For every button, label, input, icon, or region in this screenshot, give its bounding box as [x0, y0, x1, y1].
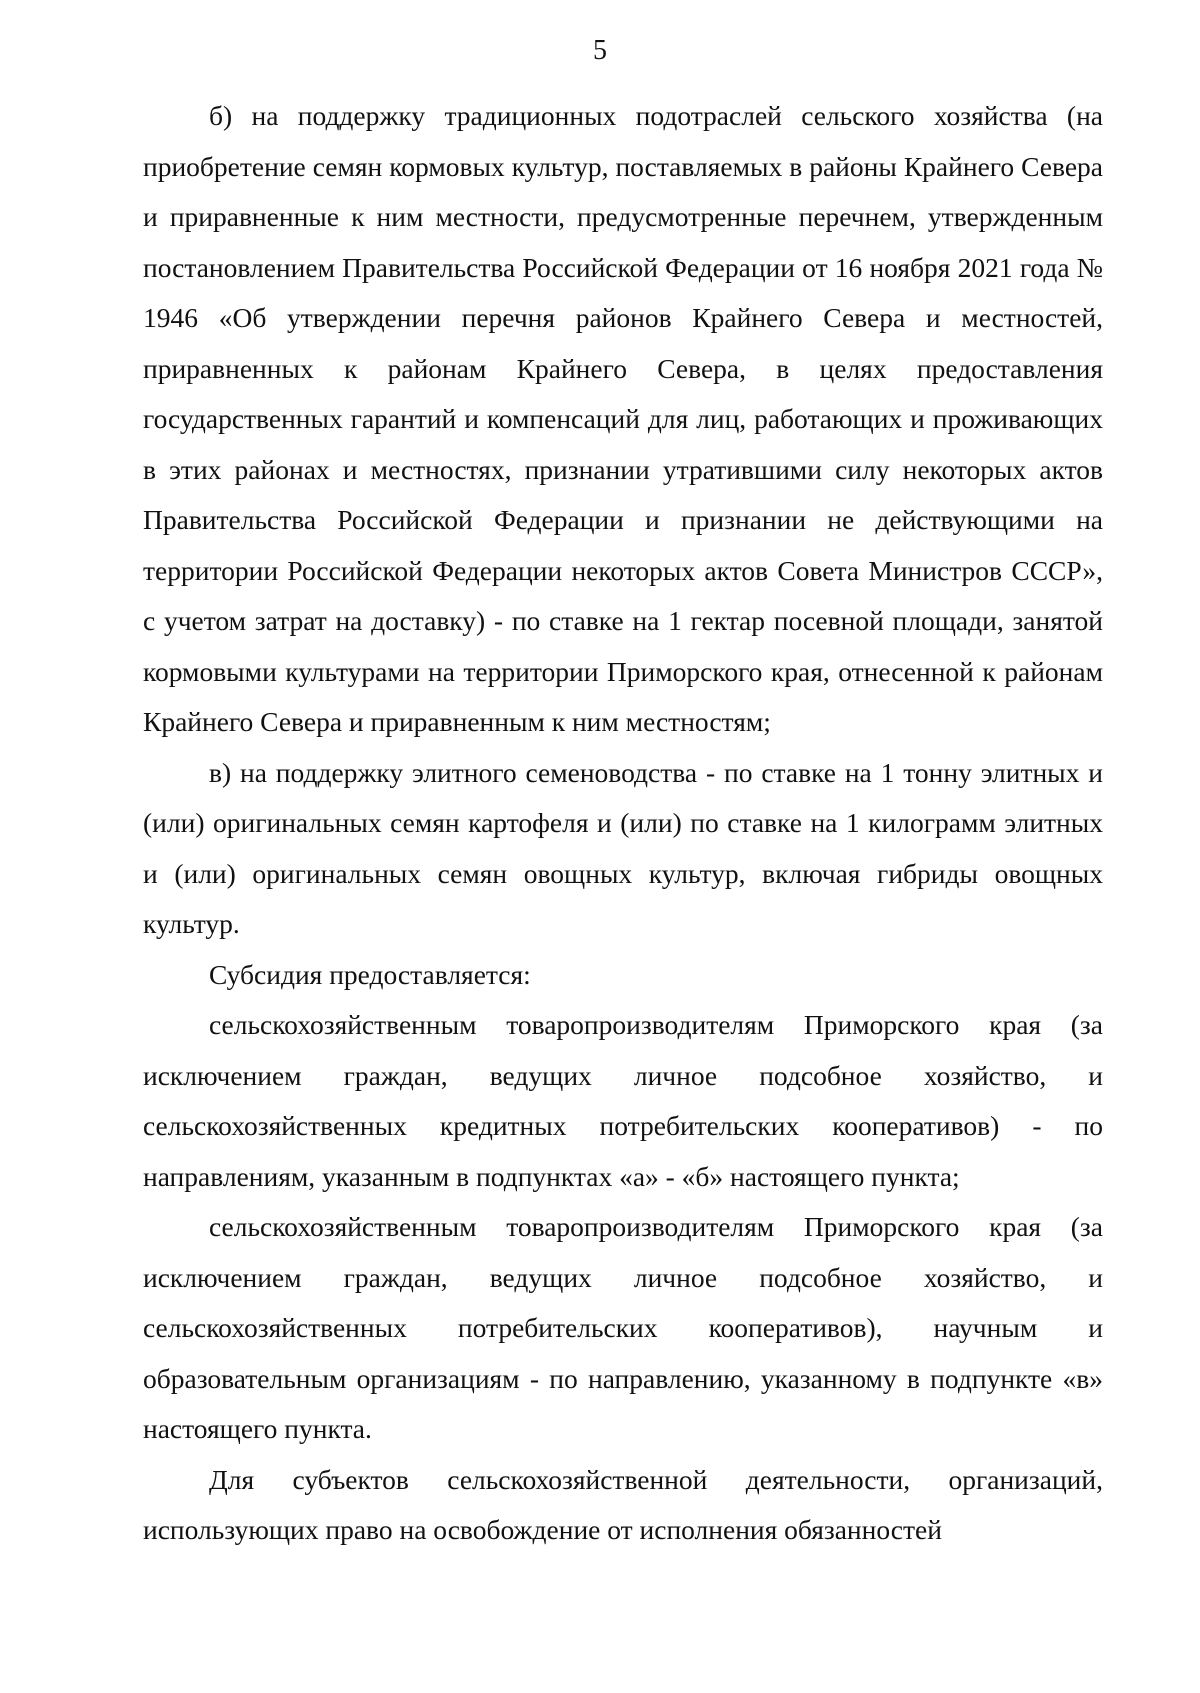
paragraph-recipients-v: сельскохозяйственным товаропроизводителям Приморского края (за исключением граждан, ведущих личное подсобное хозяйство, и сельскохозяйственных потребительских кооперативов), научным и образовательным организациям - по направлению, указанному в подпункте «в» настоящего пункта.	[143, 1211, 1103, 1444]
page-number: 5	[593, 35, 607, 66]
paragraph-subitem-b: б) на поддержку традиционных подотраслей сельского хозяйства (на приобретение семян кормовых культур, поставляемых в районы Крайнего Севера и приравненные к ним местности, предусмотренные перечнем, утвержденным постановлением Правительства Российской Федерации от 16 ноября 2021 года № 1946 «Об утверждении перечня районов Крайнего Севера и местностей, приравненных к районам Крайнего Севера, в целях предоставления государственных гарантий и компенсаций для лиц, работающих и проживающих в этих районах и местностях, признании утратившими силу некоторых актов Правительства Российской Федерации и признании не действующими на территории Российской Федерации некоторых актов Совета Министров СССР», с учетом затрат на доставку) - по ставке на 1 гектар посевной площади, занятой кормовыми культурами на территории Приморского края, отнесенной к районам Крайнего Севера и приравненным к ним местностям;	[143, 100, 1103, 737]
document-body	[143, 91, 1103, 1556]
paragraph-exemption: Для субъектов сельскохозяйственной деятельности, организаций, использующих право на освобождение от исполнения обязанностей	[143, 1463, 1103, 1545]
paragraph-subsidy-intro: Субсидия предоставляется:	[209, 958, 531, 990]
paragraph-subitem-v: в) на поддержку элитного семеноводства - по ставке на 1 тонну элитных и (или) оригинальных семян картофеля и (или) по ставке на 1 килограмм элитных и (или) оригинальных семян овощных культур, включая гибриды овощных культур.	[143, 756, 1103, 939]
paragraph-recipients-a-b: сельскохозяйственным товаропроизводителям Приморского края (за исключением граждан, ведущих личное подсобное хозяйство, и сельскохозяйственных кредитных потребительских кооперативов) - по направлениям, указанным в подпунктах «а» - «б» настоящего пункта;	[143, 1009, 1103, 1192]
